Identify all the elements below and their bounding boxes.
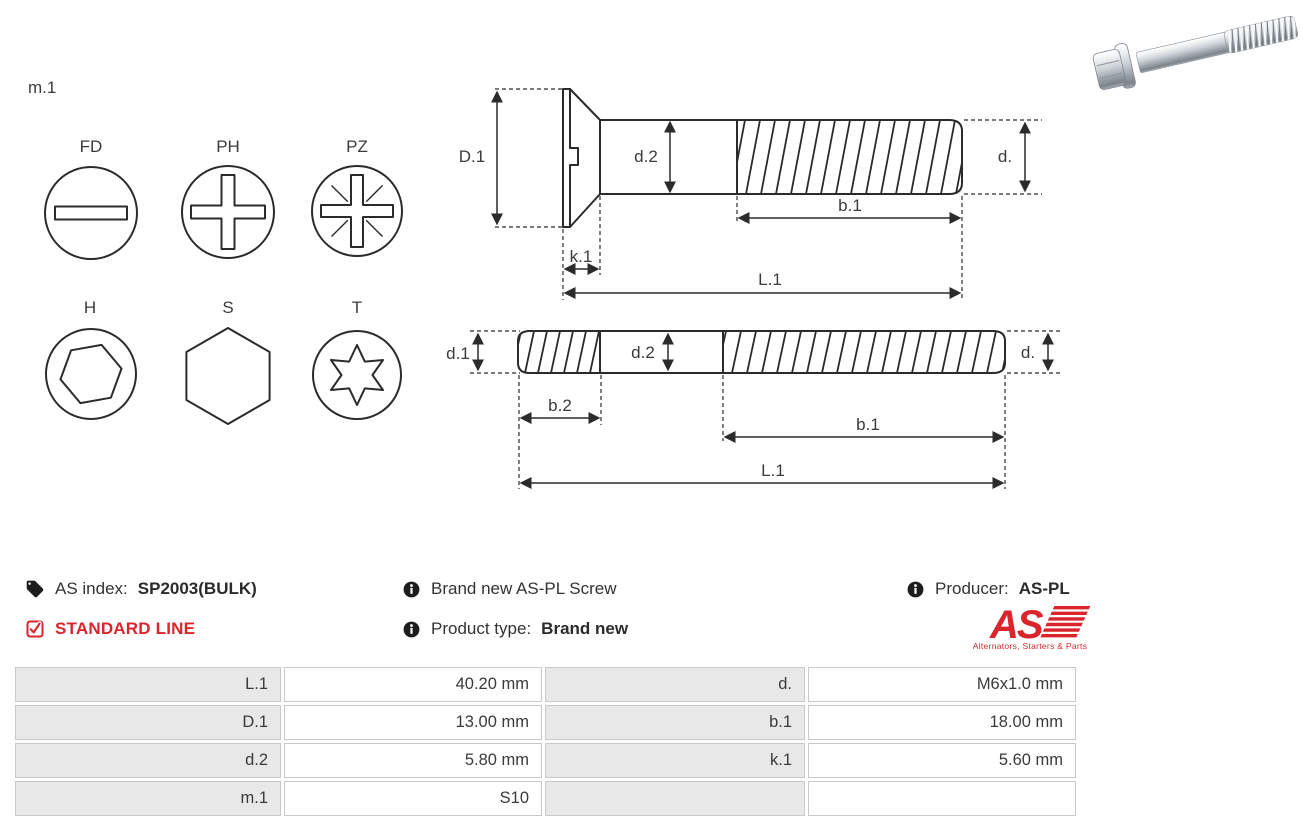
producer-row — [906, 579, 1070, 599]
product-photo — [1086, 2, 1314, 90]
product-type-label: Product type: — [431, 619, 532, 638]
dim-label-b1: b.1 — [856, 415, 880, 434]
hex-socket-drive-icon — [46, 329, 136, 419]
spec-label: L.1 — [15, 667, 281, 702]
bolt-shank — [1136, 31, 1232, 73]
checkbox-checked-icon — [25, 619, 45, 639]
spec-label: D.1 — [15, 705, 281, 740]
specs-table — [15, 667, 1076, 816]
spec-label: m.1 — [15, 781, 281, 816]
stud-side-view-drawing — [440, 305, 1085, 505]
stud-plain-section — [600, 331, 723, 373]
tag-icon — [25, 579, 45, 599]
as-index-row — [25, 579, 257, 599]
as-pl-logo — [962, 600, 1107, 652]
stud-thread-long — [723, 331, 1005, 373]
producer-value: AS-PL — [1018, 579, 1070, 598]
hex-external-drive-icon — [186, 328, 269, 424]
info-icon — [402, 620, 421, 639]
dim-label-L1: L.1 — [758, 270, 782, 289]
spec-value: S10 — [284, 781, 542, 816]
spec-label: k.1 — [545, 743, 805, 778]
spec-label: d. — [545, 667, 805, 702]
spec-label: d.2 — [15, 743, 281, 778]
spec-value: 18.00 mm — [808, 705, 1076, 740]
drive-label-pz: PZ — [346, 137, 368, 156]
spec-label — [545, 781, 805, 816]
as-index-value: SP2003(BULK) — [137, 579, 257, 598]
phillips-drive-icon — [182, 166, 274, 258]
spec-label: b.1 — [545, 705, 805, 740]
brand-new-row — [402, 579, 617, 599]
spec-value: 5.60 mm — [808, 743, 1076, 778]
dim-label-k1: k.1 — [569, 247, 593, 266]
info-icon — [402, 580, 421, 599]
spec-value: 40.20 mm — [284, 667, 542, 702]
dim-label-d2: d.2 — [631, 343, 655, 362]
standard-line-badge: STANDARD LINE — [55, 619, 196, 638]
spec-value: M6x1.0 mm — [808, 667, 1076, 702]
flange-bolt-image — [1091, 4, 1304, 90]
dim-label-d: d. — [1020, 343, 1036, 362]
spec-value: 13.00 mm — [284, 705, 542, 740]
dim-label-m1: m.1 — [28, 78, 57, 97]
dim-label-D1: D.1 — [458, 147, 486, 166]
dim-label-b1: b.1 — [838, 196, 862, 215]
drive-label-h: H — [83, 298, 97, 317]
flat-drive-icon — [45, 167, 137, 259]
logo-text: AS — [990, 603, 1042, 647]
dim-label-L1: L.1 — [761, 461, 785, 480]
product-type-value: Brand new — [541, 619, 629, 638]
pozidriv-drive-icon — [312, 166, 402, 256]
drive-types-panel — [0, 60, 440, 470]
drive-label-ph: PH — [216, 137, 240, 156]
torx-drive-icon — [313, 331, 401, 419]
dim-label-d1: d.1 — [446, 344, 470, 363]
brand-new-text: Brand new AS-PL Screw — [431, 579, 617, 598]
logo-tagline: Alternators, Starters & Parts — [972, 641, 1088, 651]
drive-label-s: S — [222, 298, 234, 317]
spec-value: 5.80 mm — [284, 743, 542, 778]
screw-side-view-drawing — [450, 78, 1070, 313]
spec-value — [808, 781, 1076, 816]
screw-head-face — [563, 89, 578, 227]
dim-label-d2: d.2 — [634, 147, 658, 166]
drive-label-fd: FD — [79, 137, 103, 156]
drive-label-t: T — [351, 298, 363, 317]
dim-label-d: d. — [997, 147, 1013, 166]
as-index-label: AS index: — [55, 579, 128, 598]
standard-line-row — [25, 619, 195, 639]
info-icon — [906, 580, 925, 599]
screw-shank — [600, 120, 737, 194]
logo-stripes — [1040, 606, 1090, 637]
product-type-row — [402, 619, 628, 639]
dim-label-b2: b.2 — [548, 396, 572, 415]
producer-label: Producer: — [935, 579, 1009, 598]
